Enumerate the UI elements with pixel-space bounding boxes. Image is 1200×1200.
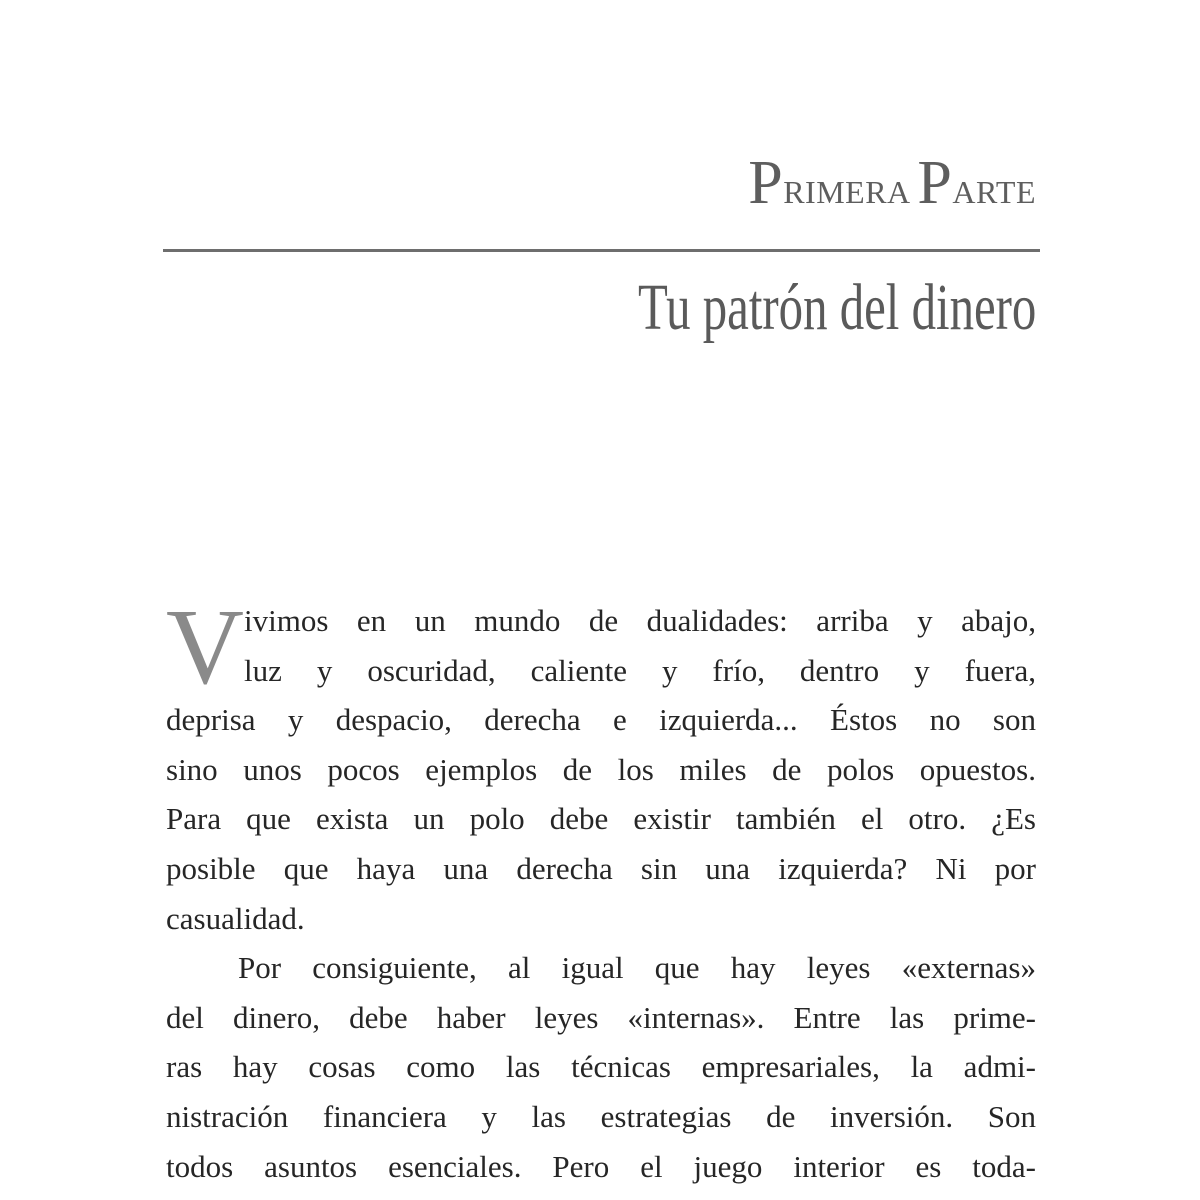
drop-cap: V	[166, 588, 244, 707]
part-label	[748, 149, 1036, 217]
part-label-cap-2: P	[917, 149, 953, 217]
paragraph-2	[166, 943, 1036, 1191]
paragraph-1	[166, 588, 1036, 943]
text-line: casualidad.	[166, 900, 305, 936]
part-label-cap-1: P	[748, 149, 784, 217]
part-label-rest-1: RIMERA	[783, 174, 909, 210]
body-text	[166, 588, 1036, 1191]
chapter-title: Tu patrón del dinero	[637, 271, 1036, 344]
text-line: ivimos en un mundo de dualidades: arriba y abajo,	[244, 603, 1036, 638]
text-line: Para que exista un polo debe existir también el otro. ¿Es	[166, 801, 1036, 837]
text-line: nistración financiera y las estrategias de inversión. Son	[166, 1098, 1036, 1134]
part-label-rest-2: ARTE	[952, 174, 1036, 210]
horizontal-rule-divider	[163, 249, 1040, 252]
text-line: posible que haya una derecha sin una izquierda? Ni por	[166, 850, 1036, 886]
text-line: Por consiguiente, al igual que hay leyes «externas»	[238, 950, 1036, 986]
text-line: luz y oscuridad, caliente y frío, dentro y fuera,	[244, 652, 1036, 688]
text-line: del dinero, debe haber leyes «internas». Entre las prime-	[166, 999, 1036, 1035]
text-line: todos asuntos esenciales. Pero el juego interior es toda-	[166, 1148, 1036, 1184]
text-line: deprisa y despacio, derecha e izquierda... Éstos no son	[166, 702, 1036, 738]
text-line: sino unos pocos ejemplos de los miles de polos opuestos.	[166, 751, 1036, 787]
text-line: ras hay cosas como las técnicas empresariales, la admi-	[166, 1049, 1036, 1085]
